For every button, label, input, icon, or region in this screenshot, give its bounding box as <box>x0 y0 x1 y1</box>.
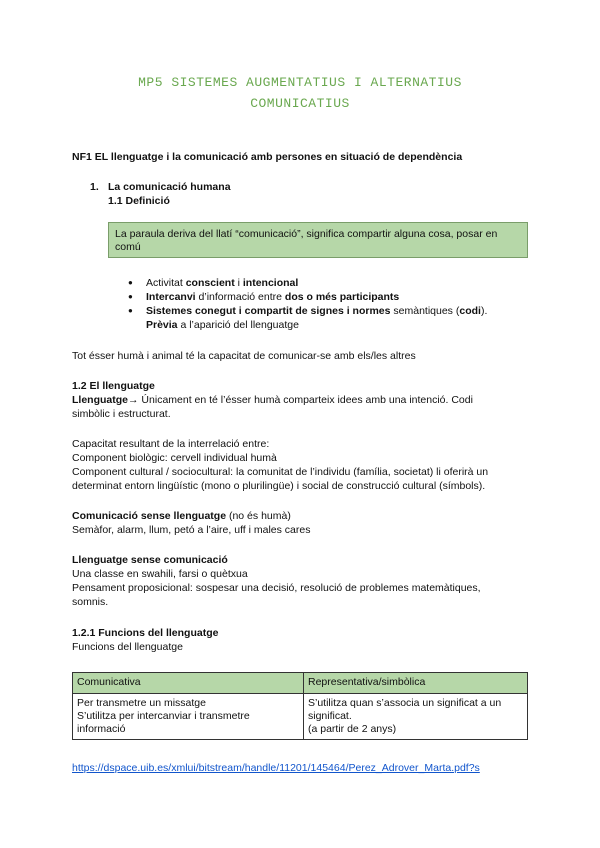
document-title <box>60 72 540 114</box>
capacitat-line-1: Capacitat resultant de la interrelació entre: <box>72 438 270 450</box>
definition-box: La paraula deriva del llatí “comunicació”, significa compartir alguna cosa, posar en comú <box>108 222 528 258</box>
llenguatge-def-line-2: simbòlic i estructurat. <box>72 408 171 420</box>
llen-sense-line-2: Pensament proposicional: sospesar una decisió, resolució de problemes matemàtiques, <box>72 582 481 594</box>
table-cell-line: (a partir de 2 anys) <box>308 723 397 735</box>
section-1-2-1-sub: Funcions del llenguatge <box>72 641 183 653</box>
capacitat-line-2: Component biològic: cervell individual humà <box>72 452 277 464</box>
llenguatge-definition <box>72 393 473 407</box>
table-header-cell: Representativa/simbòlica <box>304 673 528 694</box>
table-cell-representativa <box>304 694 528 740</box>
section-1-2-1-title: 1.2.1 Funcions del llenguatge <box>72 627 219 639</box>
bullet-3-bold-1: Sistemes conegut i compartit de signes i normes <box>146 305 391 317</box>
table-row <box>73 694 528 740</box>
bullet-2-mid: d’informació entre <box>195 291 285 303</box>
table-cell-comunicativa <box>73 694 304 740</box>
section-1-title: La comunicació humana <box>108 181 231 193</box>
bullet-3-mid: semàntiques ( <box>390 305 460 317</box>
com-sense-text: Semàfor, alarm, llum, petó a l’aire, uff i males cares <box>72 524 311 536</box>
bullet-1-mid: i <box>234 277 243 289</box>
section-1-2-title: 1.2 El llenguatge <box>72 380 155 392</box>
section-1-number: 1. <box>90 181 99 193</box>
bullet-marker: ● <box>128 278 133 287</box>
functions-table <box>72 672 528 740</box>
com-sense-title <box>72 509 291 523</box>
capacitat-line-4: determinat entorn lingüístic (mono o plurilingüe) i social de construcció cultural (símbols). <box>72 480 486 492</box>
bullet-marker: ● <box>128 292 133 301</box>
bullet-2-bold-1: Intercanvi <box>146 291 196 303</box>
bullet-item-3 <box>146 304 487 318</box>
table-header-cell: Comunicativa <box>73 673 304 694</box>
llenguatge-term: Llenguatge <box>72 394 129 406</box>
bullet-item-1 <box>146 276 298 290</box>
bullet-3-end: ). <box>480 305 488 317</box>
bullet-3-end-2: a l’aparició del llenguatge <box>177 319 299 331</box>
bullet-3-bold-3: Prèvia <box>146 319 178 331</box>
source-link[interactable]: https://dspace.uib.es/xmlui/bitstream/handle/11201/145464/Perez_Adrover_Marta.pdf?s <box>72 762 480 774</box>
llen-sense-line-3: somnis. <box>72 596 109 608</box>
table-cell-line: Per transmetre un missatge <box>77 697 206 709</box>
bullet-1-text: Activitat <box>146 277 186 289</box>
bullet-2-bold-2: dos o més participants <box>284 291 400 303</box>
table-header-row <box>73 673 528 694</box>
com-sense-title-bold: Comunicació sense llenguatge <box>72 510 227 522</box>
table-cell-line: S’utilitza per intercanviar i transmetre <box>77 710 250 722</box>
bullet-marker: ● <box>128 306 133 315</box>
llen-sense-title: Llenguatge sense comunicació <box>72 554 228 566</box>
table-cell-line: informació <box>77 723 126 735</box>
section-1-1-title: 1.1 Definició <box>108 195 170 207</box>
paragraph-total: Tot ésser humà i animal té la capacitat de comunicar-se amb els/les altres <box>72 350 416 362</box>
bullet-item-2 <box>146 290 399 304</box>
capacitat-line-3: Component cultural / sociocultural: la comunitat de l’individu (família, societat) li oferirà un <box>72 466 489 478</box>
table-cell-line: significat. <box>308 710 352 722</box>
title-line-1: MP5 SISTEMES AUGMENTATIUS I ALTERNATIUS <box>138 75 462 90</box>
title-line-2: COMUNICATIUS <box>250 96 350 111</box>
table-cell-line: S’utilitza quan s’associa un significat a un <box>308 697 502 709</box>
bullet-1-bold-2: intencional <box>242 277 299 289</box>
arrow-icon: → <box>128 394 139 406</box>
bullet-1-bold-1: conscient <box>185 277 235 289</box>
bullet-3-bold-2: codi <box>459 305 481 317</box>
llen-sense-line-1: Una classe en swahili, farsi o quètxua <box>72 568 248 580</box>
heading-nf1: NF1 EL llenguatge i la comunicació amb persones en situació de dependència <box>72 151 463 163</box>
llenguatge-def-text: Únicament en té l’ésser humà comparteix idees amb una intenció. Codi <box>138 394 473 406</box>
com-sense-title-rest: (no és humà) <box>226 510 291 522</box>
bullet-item-3-continued <box>146 318 299 332</box>
